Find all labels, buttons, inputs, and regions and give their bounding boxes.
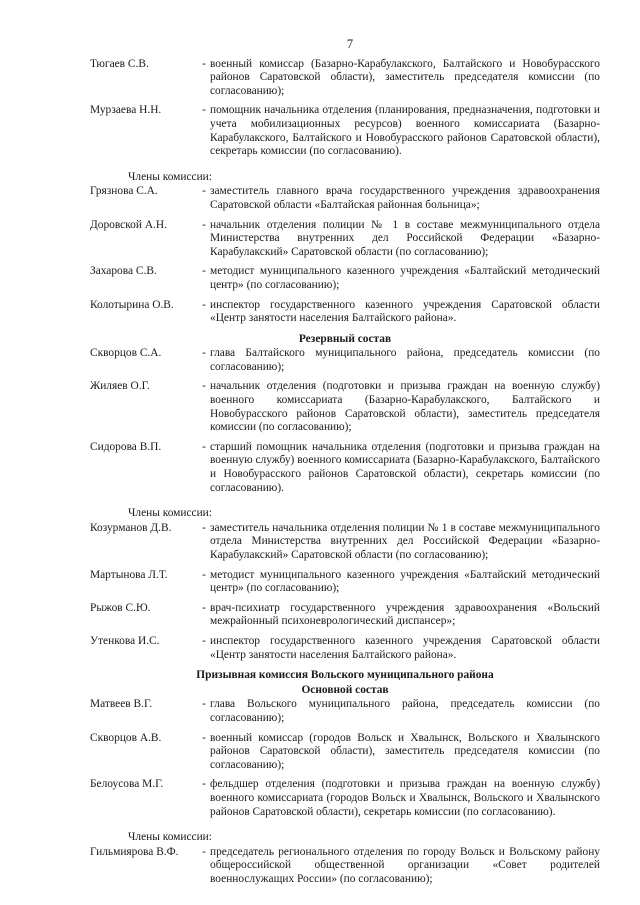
member-name: Жиляев О.Г. — [90, 380, 150, 393]
block-volsk-members — [90, 846, 600, 887]
member-name: Козурманов Д.В. — [90, 521, 172, 534]
member-name: Грязнова С.А. — [90, 185, 158, 198]
separator-dash: - — [202, 298, 206, 311]
member-entry — [90, 569, 600, 596]
block-volsk-main — [90, 698, 600, 819]
member-role: заместитель начальника отделения полиции № 1 в составе межмуниципального отдела Министерства внутренних дел Российской Федерации «Базарно-Карабулакский» Саратовской области (по согласованию); — [210, 521, 600, 561]
member-entry — [90, 522, 600, 563]
member-name: Тюгаев С.В. — [90, 57, 149, 70]
separator-dash: - — [202, 601, 206, 614]
section-heading-volsk-commission: Призывная комиссия Вольского муниципального района — [196, 669, 494, 682]
member-entry — [90, 58, 600, 99]
member-entry — [90, 185, 600, 212]
member-name: Захарова С.В. — [90, 265, 157, 278]
member-name: Мартынова Л.Т. — [90, 568, 168, 581]
separator-dash: - — [202, 347, 206, 360]
separator-dash: - — [202, 778, 206, 791]
members-label: Члены комиссии: — [128, 507, 212, 520]
member-name: Мурзаева Н.Н. — [90, 104, 162, 117]
member-name: Рыжов С.Ю. — [90, 601, 151, 614]
member-entry — [90, 380, 600, 434]
member-role: старший помощник начальника отделения (подготовки и призыва граждан на военную службу) военного комиссариата (Базарно-Карабулакского, Балтайского и Новобурасского районов Саратовской области), секретарь комиссии (по согласованию). — [210, 440, 600, 494]
member-name: Доровской А.Н. — [90, 218, 167, 231]
members-label: Члены комиссии: — [128, 170, 212, 183]
separator-dash: - — [202, 185, 206, 198]
member-role: начальник отделения полиции № 1 в составе межмуниципального отдела Министерства внутренних дел Российской Федерации «Базарно-Карабулакский» Саратовской области (по согласованию); — [210, 218, 600, 258]
separator-dash: - — [202, 521, 206, 534]
member-role: инспектор государственного казенного учреждения Саратовской области «Центр занятости населения Балтайского района». — [210, 634, 600, 661]
member-name: Колотырина О.В. — [90, 298, 174, 311]
member-entry — [90, 698, 600, 725]
member-role: глава Балтайского муниципального района, председатель комиссии (по согласованию); — [210, 347, 600, 373]
member-role: методист муниципального казенного учреждения «Балтайский методический центр» (по согласованию); — [210, 265, 600, 291]
block-reserve — [90, 347, 600, 495]
member-role: фельдшер отделения (подготовки и призыва граждан на военную службу) военного комиссариата (городов Вольск и Хвалынск, Вольского и Хвалынского районов Саратовской области), секретарь комиссии (по согласованию). — [210, 778, 600, 818]
separator-dash: - — [202, 634, 206, 647]
member-entry — [90, 299, 600, 326]
separator-dash: - — [202, 218, 206, 231]
member-name: Скворцов А.В. — [90, 731, 162, 744]
member-name: Матвеев В.Г. — [90, 698, 153, 711]
separator-dash: - — [202, 440, 206, 453]
section-heading-main-composition: Основной состав — [301, 683, 389, 696]
member-role: врач-психиатр государственного учреждения здравоохранения «Вольский межрайонный психоневрологический диспансер»; — [210, 601, 600, 628]
block-members-main — [90, 185, 600, 325]
member-role: председатель регионального отделения по городу Вольск и Вольскому району общероссийской общественной организации «Совет родителей военнослужащих России» (по согласованию); — [210, 845, 600, 885]
separator-dash: - — [202, 104, 206, 117]
member-entry — [90, 219, 600, 260]
separator-dash: - — [202, 57, 206, 70]
member-entry — [90, 732, 600, 773]
member-role: методист муниципального казенного учреждения «Балтайский методический центр» (по согласованию); — [210, 568, 600, 595]
member-name: Гильмиярова В.Ф. — [90, 845, 179, 858]
member-entry — [90, 846, 600, 887]
member-name: Скворцов С.А. — [90, 347, 162, 360]
section-heading-reserve: Резервный состав — [298, 332, 392, 345]
separator-dash: - — [202, 380, 206, 393]
page-number: 7 — [346, 37, 354, 51]
separator-dash: - — [202, 698, 206, 711]
separator-dash: - — [202, 265, 206, 278]
member-role: помощник начальника отделения (планирования, предназначения, подготовки и учета мобилизационных ресурсов) военного комиссариата (Базарно-Карабулакского, Балтайского и Новобурасского районов Саратовской области), секретарь комиссии (по согласованию). — [210, 104, 600, 158]
members-label: Члены комиссии: — [128, 831, 212, 844]
member-role: инспектор государственного казенного учреждения Саратовской области «Центр занятости населения Балтайского района». — [210, 298, 600, 325]
member-name: Белоусова М.Г. — [90, 778, 164, 791]
member-entry — [90, 635, 600, 662]
member-role: глава Вольского муниципального района, председатель комиссии (по согласованию); — [210, 698, 600, 724]
separator-dash: - — [202, 845, 206, 858]
member-entry — [90, 265, 600, 292]
separator-dash: - — [202, 568, 206, 581]
member-entry — [90, 778, 600, 819]
member-entry — [90, 104, 600, 158]
member-name: Сидорова В.П. — [90, 440, 162, 453]
member-name: Утенкова И.С. — [90, 634, 160, 647]
member-role: начальник отделения (подготовки и призыва граждан на военную службу) военного комиссариата (Базарно-Карабулакского, Балтайского и Новобурасского районов Саратовской области), заместитель председателя комиссии (по согласованию); — [210, 380, 600, 434]
member-role: заместитель главного врача государственного учреждения здравоохранения Саратовской области «Балтайская районная больница»; — [210, 185, 600, 211]
block-main-commission-tail — [90, 58, 600, 159]
member-entry — [90, 441, 600, 495]
separator-dash: - — [202, 731, 206, 744]
member-role: военный комиссар (городов Вольск и Хвалынск, Вольского и Хвалынского районов Саратовской области), заместитель председателя комиссии (по согласованию); — [210, 731, 600, 771]
member-role: военный комиссар (Базарно-Карабулакского, Балтайского и Новобурасского районов Саратовской области), заместитель председателя комиссии (по согласованию); — [210, 57, 600, 97]
member-entry — [90, 347, 600, 374]
member-entry — [90, 602, 600, 629]
block-members-reserve — [90, 522, 600, 662]
